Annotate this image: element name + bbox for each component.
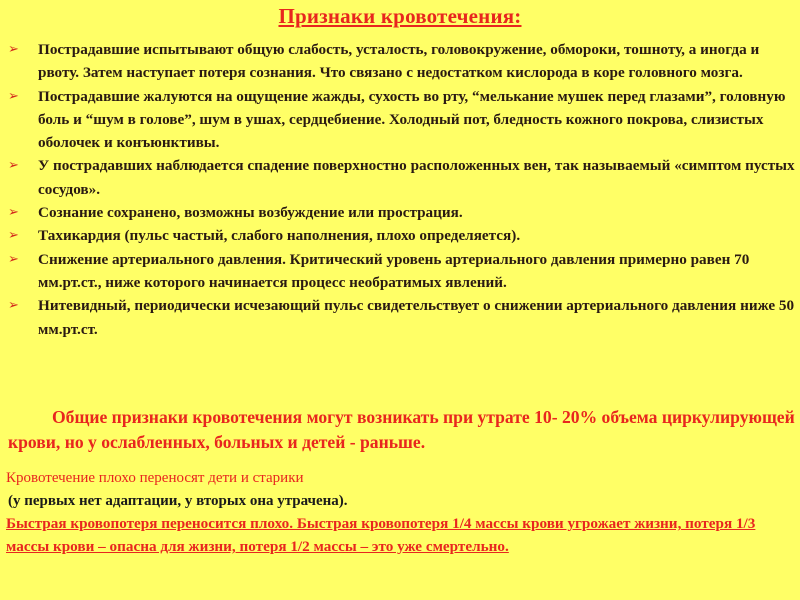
list-item <box>8 154 798 201</box>
symptoms-list <box>8 38 798 341</box>
arrow-bullet-icon: ➢ <box>8 205 19 221</box>
list-item-text: Пострадавшие жалуются на ощущение жажды, сухость во рту, “мелькание мушек перед глазами”, головную боль и “шум в голове”, шум в ушах, сердцебиение. Холодный пот, бледность кожного покрова, слизистых оболочек и конъюнктивы. <box>38 87 786 152</box>
list-item-text: Снижение артериального давления. Критический уровень артериального давления примерно равен 70 мм.рт.ст., ниже которого начинается процесс необратимых явлений. <box>38 250 750 291</box>
list-item <box>8 85 798 155</box>
children-elderly-line: Кровотечение плохо переносят дети и старики <box>6 470 304 486</box>
list-item-text: Пострадавшие испытывают общую слабость, усталость, головокружение, обмороки, тошноту, а иногда и рвоту. Затем наступает потеря сознания. Что связано с недостатком кислорода в коре головного мозга. <box>38 41 760 82</box>
slide-title: Признаки кровотечения: <box>278 4 522 28</box>
list-item <box>8 201 798 224</box>
list-item-text: Тахикардия (пульс частый, слабого наполнения, плохо определяется). <box>38 227 521 245</box>
arrow-bullet-icon: ➢ <box>8 158 19 174</box>
list-item-text: Сознание сохранено, возможны возбуждение или прострация. <box>38 204 463 222</box>
adaptation-note: (у первых нет адаптации, у вторых она утрачена). <box>8 493 348 509</box>
list-item <box>8 294 798 341</box>
list-item <box>8 38 798 85</box>
list-item-text: Нитевидный, периодически исчезающий пульс свидетельствует о снижении артериального давления ниже 50 мм.рт.ст. <box>38 297 795 338</box>
general-signs-paragraph: Общие признаки кровотечения могут возникать при утрате 10- 20% объема циркулирующей крови, но у ослабленных, больных и детей - раньше. <box>8 407 795 452</box>
fast-blood-loss-paragraph: Быстрая кровопотеря переносится плохо. Быстрая кровопотеря 1/4 массы крови угрожает жизни, потеря 1/3 массы крови – опасна для жизни, потеря 1/2 массы – это уже смертельно. <box>6 515 756 555</box>
arrow-bullet-icon: ➢ <box>8 251 19 267</box>
arrow-bullet-icon: ➢ <box>8 298 19 314</box>
arrow-bullet-icon: ➢ <box>8 228 19 244</box>
list-item-text: У пострадавших наблюдается спадение поверхностно расположенных вен, так называемый «симптом пустых сосудов». <box>38 157 795 198</box>
list-item <box>8 224 798 247</box>
list-item <box>8 248 798 295</box>
arrow-bullet-icon: ➢ <box>8 88 19 104</box>
arrow-bullet-icon: ➢ <box>8 42 19 57</box>
